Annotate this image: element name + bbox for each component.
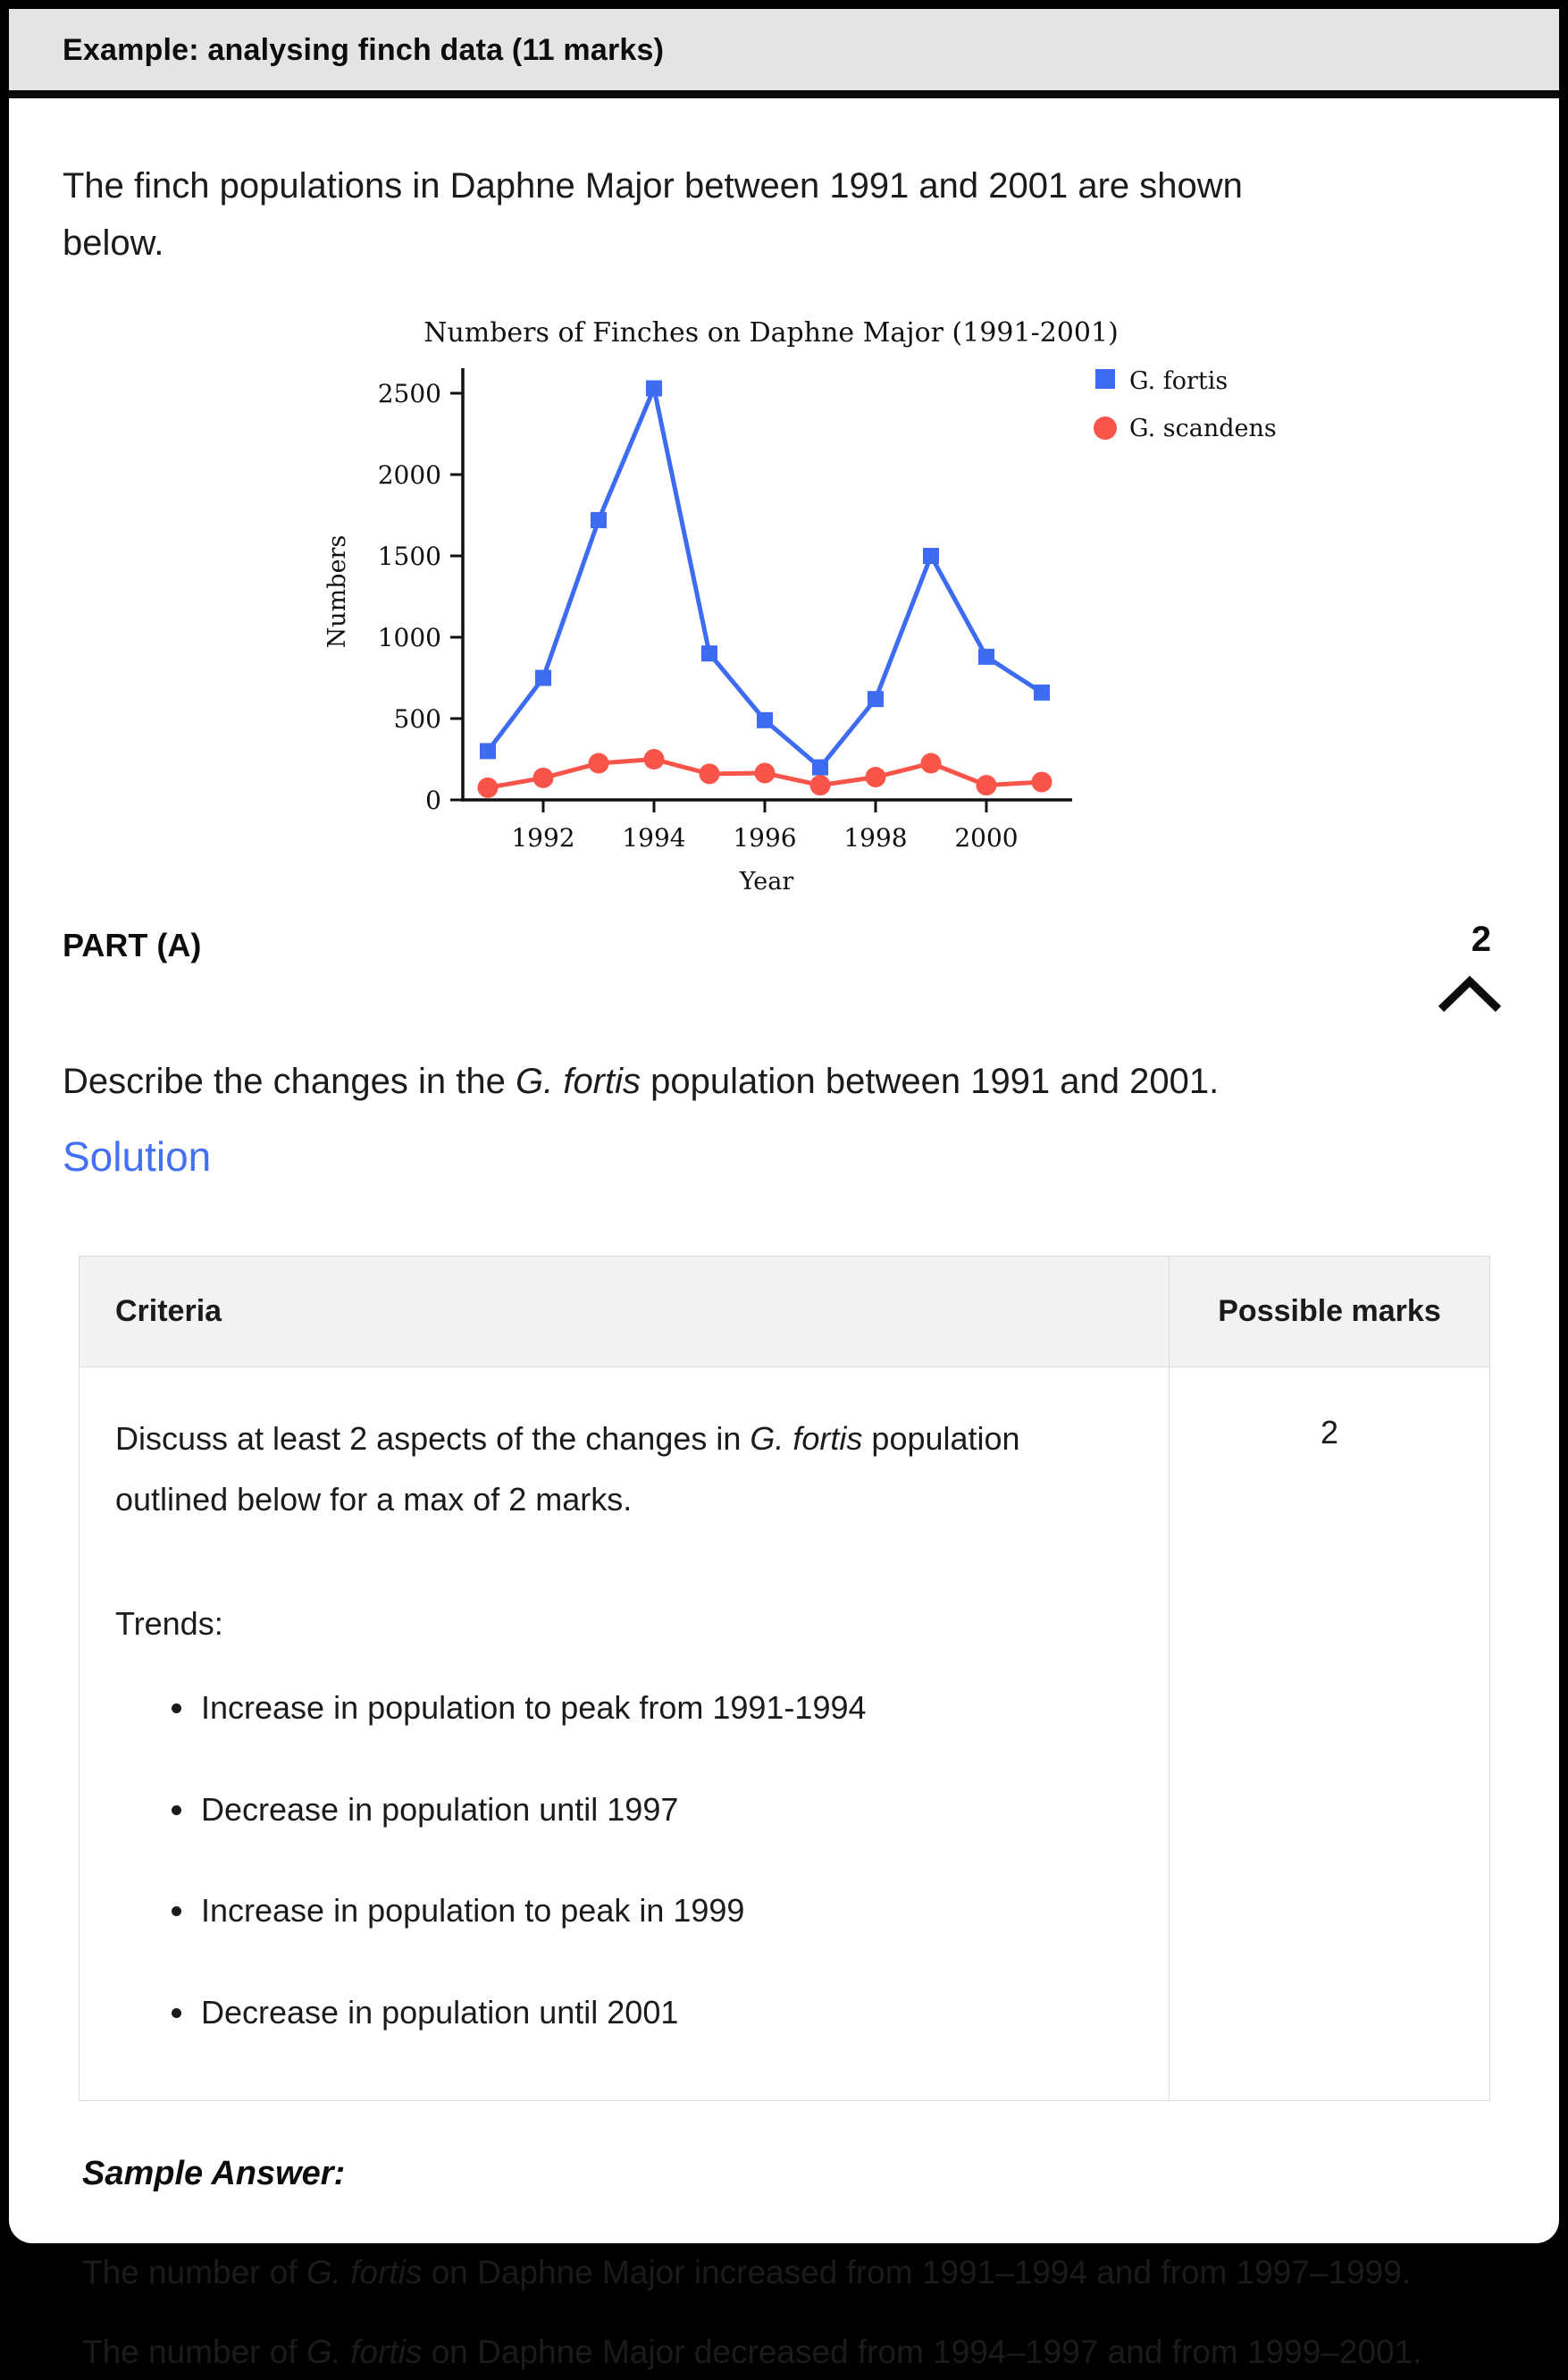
table-row bbox=[80, 1367, 1490, 2101]
legend-circle-icon bbox=[1094, 416, 1117, 440]
svg-text:500: 500 bbox=[393, 704, 441, 734]
svg-text:1994: 1994 bbox=[621, 823, 686, 853]
chart-axes bbox=[323, 317, 1119, 896]
criteria-header-cell: Criteria bbox=[80, 1257, 1170, 1367]
sample-answer-line bbox=[82, 2245, 1505, 2301]
solution-table bbox=[79, 1256, 1490, 2101]
page-frame bbox=[0, 9, 1568, 2370]
chart-legend bbox=[1094, 367, 1277, 442]
question-text bbox=[63, 1062, 1505, 1102]
finch-chart bbox=[311, 304, 1277, 907]
criteria-intro-species: G. fortis bbox=[750, 1420, 863, 1457]
sample-line-pre: The number of bbox=[82, 2253, 306, 2291]
trend-item: • Increase in population to peak in 1999 bbox=[197, 1880, 1133, 1941]
chart-ylabel: Numbers bbox=[323, 534, 351, 649]
chart-xlabel: Year bbox=[739, 868, 793, 896]
sample-line-species: G. fortis bbox=[306, 2333, 423, 2370]
chevron-up-icon bbox=[1434, 974, 1505, 1015]
collapse-button[interactable] bbox=[1434, 974, 1505, 1015]
criteria-intro-pre: Discuss at least 2 aspects of the changes in bbox=[115, 1420, 750, 1457]
legend-square-icon bbox=[1095, 369, 1115, 389]
sample-line-post: on Daphne Major decreased from 1994–1997 and from 1999–2001. bbox=[422, 2333, 1422, 2370]
question-pre: Describe the changes in the bbox=[63, 1062, 516, 1101]
card bbox=[9, 9, 1559, 2370]
svg-text:1992: 1992 bbox=[510, 823, 575, 853]
svg-text:1996: 1996 bbox=[732, 823, 797, 853]
svg-text:1500: 1500 bbox=[377, 542, 441, 571]
svg-text:1000: 1000 bbox=[377, 623, 441, 652]
finch-chart-svg bbox=[311, 304, 1277, 903]
trends-list bbox=[115, 1678, 1133, 2043]
criteria-cell bbox=[80, 1367, 1170, 2101]
sample-answer bbox=[82, 2155, 1505, 2380]
example-header bbox=[9, 9, 1559, 98]
part-a-right bbox=[1434, 920, 1505, 1015]
possible-marks-cell: 2 bbox=[1170, 1367, 1490, 2101]
svg-text:G. scandens: G. scandens bbox=[1128, 415, 1277, 442]
series-g-scandens bbox=[477, 749, 1052, 798]
sample-line-species: G. fortis bbox=[306, 2253, 423, 2291]
possible-marks-header-cell: Possible marks bbox=[1170, 1257, 1490, 1367]
criteria-intro-post: population outlined below for a max of 2 marks. bbox=[115, 1420, 1020, 1518]
example-title: Example: analysing finch data (11 marks) bbox=[63, 33, 665, 67]
svg-text:2000: 2000 bbox=[953, 823, 1019, 853]
svg-text:G. fortis: G. fortis bbox=[1128, 367, 1228, 395]
sample-line-pre: The number of bbox=[82, 2333, 306, 2370]
trend-item: • Decrease in population until 1997 bbox=[197, 1779, 1133, 1840]
sample-answer-label: Sample Answer: bbox=[82, 2154, 346, 2192]
intro-text: The finch populations in Daphne Major between 1991 and 2001 are shown below. bbox=[63, 166, 1243, 263]
question-species: G. fortis bbox=[515, 1062, 641, 1101]
content bbox=[9, 157, 1559, 2380]
svg-text:2000: 2000 bbox=[377, 460, 441, 490]
table-header-row bbox=[80, 1257, 1490, 1367]
trend-item: • Increase in population to peak from 1991-1994 bbox=[197, 1678, 1133, 1738]
svg-text:1998: 1998 bbox=[843, 823, 908, 853]
sample-answer-line bbox=[82, 2325, 1505, 2380]
series-g-fortis bbox=[480, 381, 1050, 776]
part-a-label: PART (A) bbox=[63, 927, 202, 963]
criteria-intro bbox=[115, 1409, 1080, 1529]
svg-text:0: 0 bbox=[424, 786, 441, 815]
question-post: population between 1991 and 2001. bbox=[641, 1062, 1220, 1101]
part-a-marks: 2 bbox=[1471, 920, 1491, 959]
chart-title: Numbers of Finches on Daphne Major (1991-2001) bbox=[423, 317, 1119, 349]
trend-item: • Decrease in population until 2001 bbox=[197, 1982, 1133, 2043]
part-a-row bbox=[63, 920, 1505, 1015]
solution-heading[interactable]: Solution bbox=[63, 1133, 212, 1180]
trends-label: Trends: bbox=[115, 1605, 223, 1643]
svg-text:2500: 2500 bbox=[377, 379, 441, 408]
sample-line-post: on Daphne Major increased from 1991–1994 and from 1997–1999. bbox=[422, 2253, 1412, 2291]
